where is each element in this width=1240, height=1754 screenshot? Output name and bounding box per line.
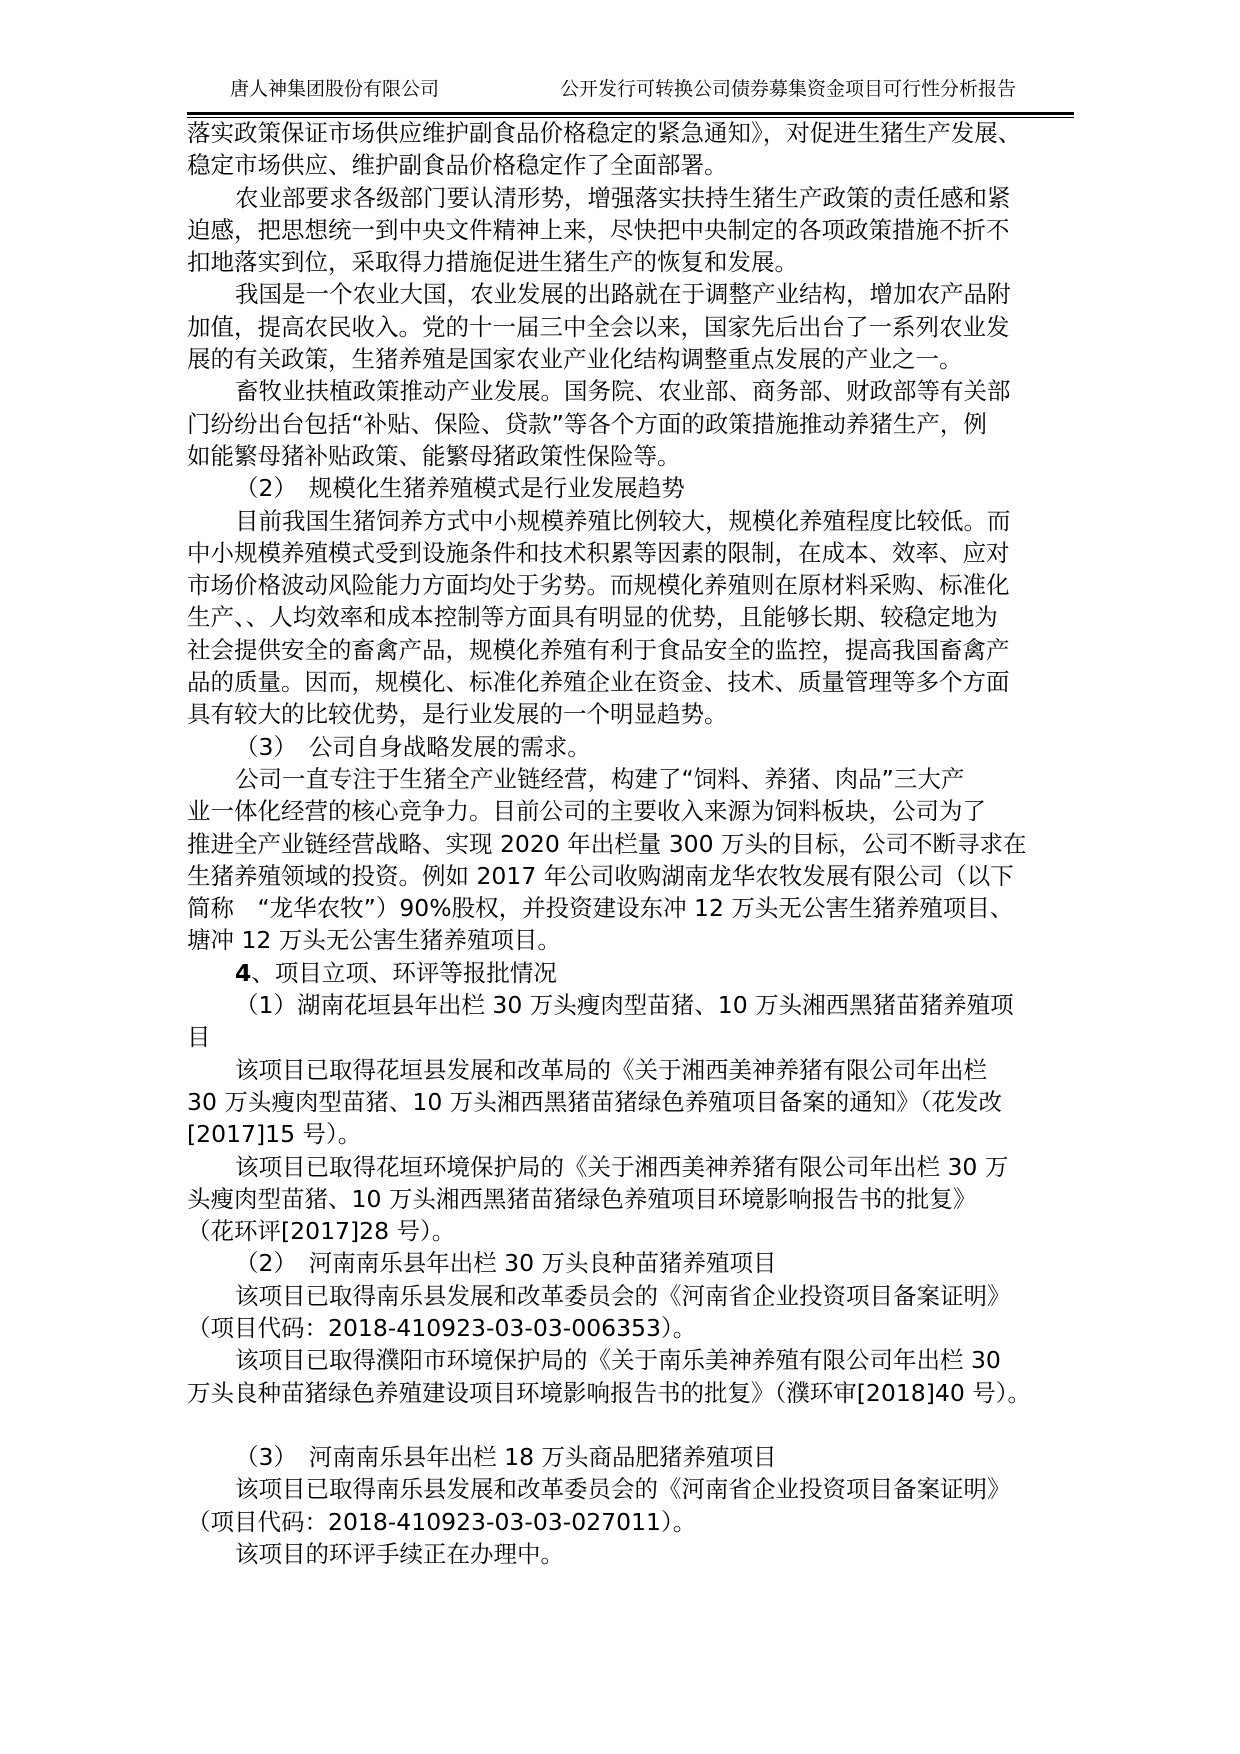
text-line: 该项目已取得南乐县发展和改革委员会的《河南省企业投资项目备案证明》 [235,1281,1011,1310]
document-body [187,117,1077,1570]
text-line: 推进全产业链经营战略、实现 2020 年出栏量 300 万头的目标，公司不断寻求在 [187,829,1027,858]
text-line: 迫感，把思想统一到中央文件精神上来，尽快把中央制定的各项政策措施不折不 [187,215,1010,244]
subheading-2: （2） 规模化生猪养殖模式是行业发展趋势 [235,474,685,503]
text-line: 如能繁母猪补贴政策、能繁母猪政策性保险等。 [187,441,681,470]
text-line: 简称 “龙华农牧”）90%股权，并投资建设东冲 12 万头无公害生猪养殖项目、 [187,894,1014,923]
text-line: 该项目已取得濮阳市环境保护局的《关于南乐美神养殖有限公司年出栏 30 [235,1346,1001,1375]
project-heading-2: （2） 河南南乐县年出栏 30 万头良种苗猪养殖项目 [235,1249,777,1278]
page-header [0,74,1240,104]
text-line: 市场价格波动风险能力方面均处于劣势。而规模化养殖则在原材料采购、标准化 [187,571,1010,600]
text-line: 万头良种苗猪绿色养殖建设项目环境影响报告书的批复》（濮环审[2018]40 号）。 [187,1378,1032,1407]
text-line: 扣地落实到位，采取得力措施促进生猪生产的恢复和发展。 [187,248,798,277]
text-line: 门纷纷出台包括“补贴、保险、贷款”等各个方面的政策措施推动养猪生产，例 [187,409,987,438]
header-rule-thick [187,112,1074,115]
text-line: 具有较大的比较优势，是行业发展的一个明显趋势。 [187,700,728,729]
text-line: 稳定市场供应、维护副食品价格稳定作了全面部署。 [187,151,728,180]
text-line: 我国是一个农业大国，农业发展的出路就在于调整产业结构，增加农产品附 [235,280,1011,309]
text-line: 目 [187,1023,211,1052]
text-line: （项目代码：2018-410923-03-03-006353）。 [187,1313,697,1342]
text-line: 生产、、人均效率和成本控制等方面具有明显的优势，且能够长期、较稳定地为 [187,603,998,632]
header-company: 唐人神集团股份有限公司 [230,78,440,100]
text-line: 社会提供安全的畜禽产品，规模化养殖有利于食品安全的监控，提高我国畜禽产 [187,635,1010,664]
text-line: 该项目的环评手续正在办理中。 [235,1540,564,1569]
text-line: 该项目已取得花垣县发展和改革局的《关于湘西美神养猪有限公司年出栏 [235,1055,987,1084]
text-line: 中小规模养殖模式受到设施条件和技术积累等因素的限制，在成本、效率、应对 [187,538,1010,567]
header-report-title: 公开发行可转换公司债券募集资金项目可行性分析报告 [560,78,1017,100]
text-line: 目前我国生猪饲养方式中小规模养殖比例较大，规模化养殖程度比较低。而 [235,506,1011,535]
text-line: 畜牧业扶植政策推动产业发展。国务院、农业部、商务部、财政部等有关部 [235,377,1011,406]
text-line: （花环评[2017]28 号）。 [187,1217,456,1246]
paragraph-gap [187,1409,1077,1441]
text-line: 该项目已取得南乐县发展和改革委员会的《河南省企业投资项目备案证明》 [235,1475,1011,1504]
project-heading-3: （3） 河南南乐县年出栏 18 万头商品肥猪养殖项目 [235,1443,777,1472]
text-line: 公司一直专注于生猪全产业链经营，构建了“饲料、养猪、肉品”三大产 [235,764,965,793]
text-line: 30 万头瘦肉型苗猪、10 万头湘西黑猪苗猪绿色养殖项目备案的通知》（花发改 [187,1087,1002,1116]
section-heading: 4、项目立项、环评等报批情况 [235,958,557,987]
subheading-3: （3） 公司自身战略发展的需求。 [235,732,591,761]
text-line: 塘冲 12 万头无公害生猪养殖项目。 [187,926,561,955]
text-line: [2017]15 号）。 [187,1120,362,1149]
text-line: 展的有关政策，生猪养殖是国家农业产业化结构调整重点发展的产业之一。 [187,345,963,374]
text-line: （项目代码：2018-410923-03-03-027011）。 [187,1507,697,1536]
text-line: 品的质量。因而，规模化、标准化养殖企业在资金、技术、质量管理等多个方面 [187,668,1010,697]
text-line: 农业部要求各级部门要认清形势，增强落实扶持生猪生产政策的责任感和紧 [235,183,1011,212]
text-line: 加值，提高农民收入。党的十一届三中全会以来，国家先后出台了一系列农业发 [187,312,1010,341]
text-line: 该项目已取得花垣环境保护局的《关于湘西美神养猪有限公司年出栏 30 万 [235,1152,1009,1181]
text-line: 生猪养殖领域的投资。例如 2017 年公司收购湖南龙华农牧发展有限公司（以下 [187,861,1014,890]
project-heading-1: （1）湖南花垣县年出栏 30 万头瘦肉型苗猪、10 万头湘西黑猪苗猪养殖项 [235,991,1014,1020]
text-line: 头瘦肉型苗猪、10 万头湘西黑猪苗猪绿色养殖项目环境影响报告书的批复》 [187,1184,977,1213]
text-line: 业一体化经营的核心竞争力。目前公司的主要收入来源为饲料板块，公司为了 [187,797,986,826]
text-line: 落实政策保证市场供应维护副食品价格稳定的紧急通知》，对促进生猪生产发展、 [187,119,1022,147]
section-number: 4 [235,958,252,987]
